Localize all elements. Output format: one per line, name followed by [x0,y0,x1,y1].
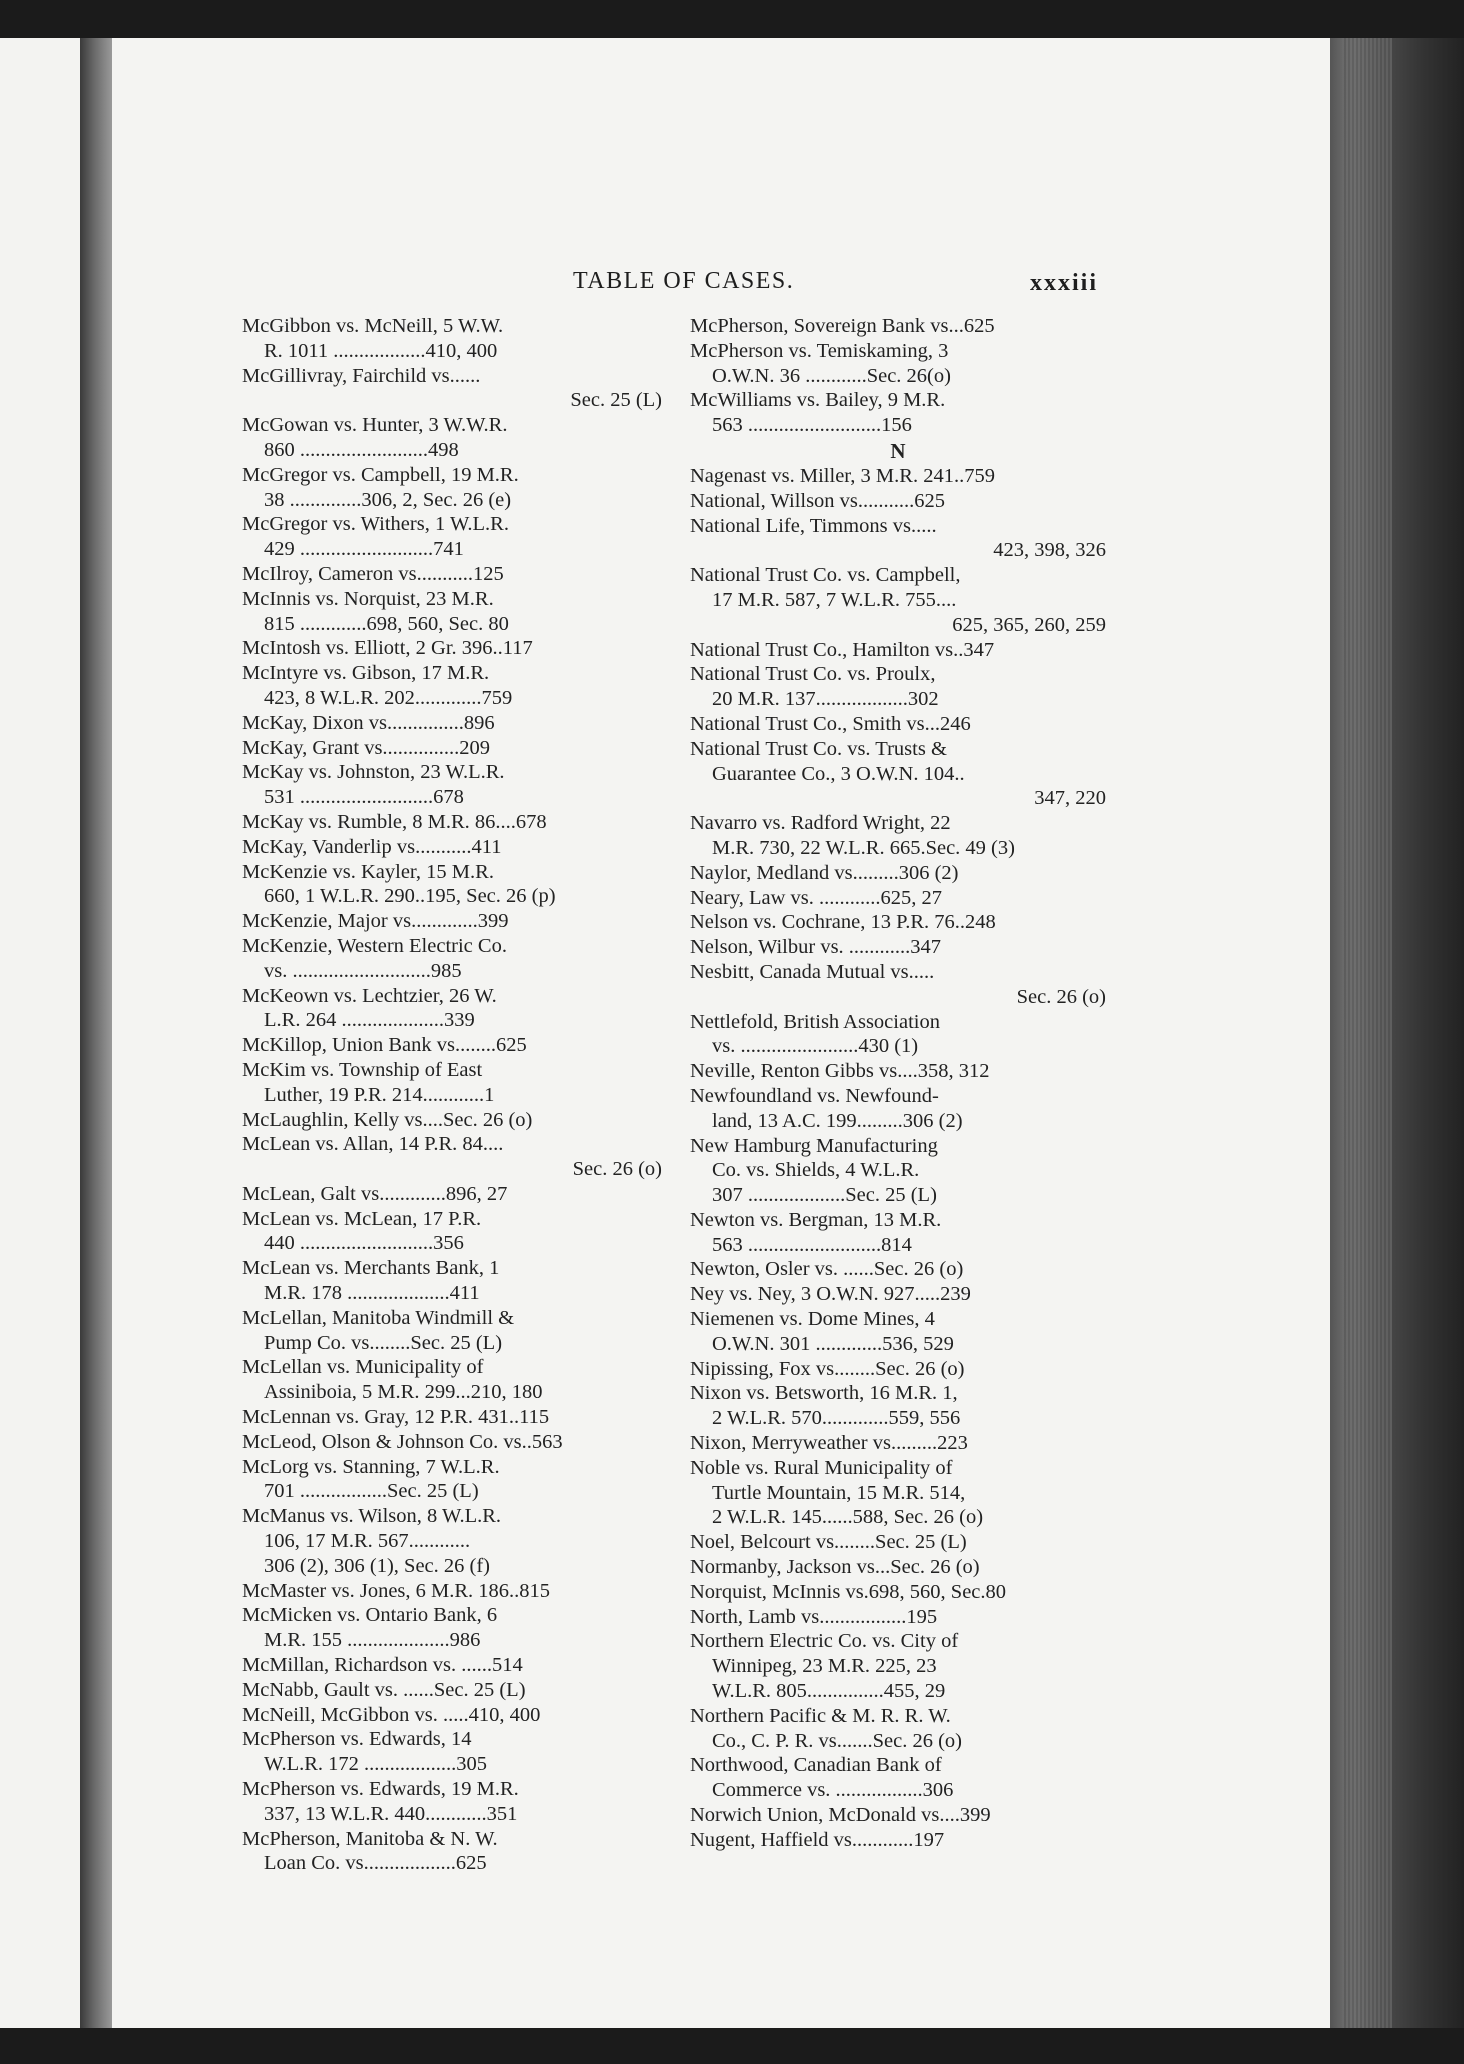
index-entry [690,662,1106,712]
entry-continuation-line: 701 .................Sec. 25 (L) [264,1480,479,1503]
index-entry [242,1306,662,1356]
section-letter: N [890,438,906,463]
index-entry [690,1257,1106,1282]
page-edges [1342,38,1392,2028]
index-entry [242,1182,662,1207]
entry-continuation-line: 2 W.L.R. 570.............559, 556 [712,1407,961,1430]
index-entry [690,960,1106,1010]
entry-line: Norwich Union, McDonald vs....399 [690,1804,991,1827]
entry-line: Nettlefold, British Association [690,1010,940,1033]
entry-continuation-line: 423, 8 W.L.R. 202.............759 [264,686,513,709]
entry-line: McKillop, Union Bank vs........625 [242,1034,527,1057]
entry-line: McLaughlin, Kelly vs....Sec. 26 (o) [242,1108,533,1131]
running-title: TABLE OF CASES. [573,268,795,294]
entry-line: McKeown vs. Lechtzier, 26 W. [242,984,497,1007]
entry-continuation-line: vs. ...........................985 [264,959,462,982]
entry-continuation-line: Commerce vs. .................306 [712,1779,954,1802]
entry-line: McPherson, Manitoba & N. W. [242,1827,498,1850]
entry-line: Neville, Renton Gibbs vs....358, 312 [690,1060,990,1083]
entry-line: Navarro vs. Radford Wright, 22 [690,812,951,835]
entry-line: National Life, Timmons vs..... [690,514,937,537]
index-entry [242,587,662,637]
index-entry [690,811,1106,861]
entry-line: Newfoundland vs. Newfound- [690,1084,939,1107]
index-entry [690,563,1106,637]
entry-line: Nixon vs. Betsworth, 16 M.R. 1, [690,1382,958,1405]
entry-line: McLean, Galt vs.............896, 27 [242,1182,508,1205]
entry-line: McGillivray, Fairchild vs...... [242,364,481,387]
index-entry [242,1678,662,1703]
entry-continuation-line: 563 ..........................814 [712,1233,912,1256]
index-entry [690,1580,1106,1605]
index-entry [242,1108,662,1133]
entry-line: McKay vs. Rumble, 8 M.R. 86....678 [242,810,547,833]
entry-line: McLellan vs. Municipality of [242,1356,484,1379]
index-entry [242,661,662,711]
entry-continuation-line: 20 M.R. 137..................302 [712,688,939,711]
entry-line: Nelson, Wilbur vs. ............347 [690,936,942,959]
entry-continuation-line: Luther, 19 P.R. 214............1 [264,1083,495,1106]
entry-continuation-line: Sec. 25 (L) [570,389,662,412]
index-entry [242,314,662,364]
index-entry [242,909,662,934]
index-entry [690,712,1106,737]
index-entry [690,1629,1106,1703]
index-entry [690,737,1106,811]
page-number: xxxiii [1030,270,1099,296]
entry-line: National, Willson vs...........625 [690,489,946,512]
index-entry [690,314,1106,339]
entry-line: Nixon, Merryweather vs.........223 [690,1432,968,1455]
index-entry [242,1058,662,1108]
entry-line: McWilliams vs. Bailey, 9 M.R. [690,389,946,412]
entry-continuation-line: Winnipeg, 23 M.R. 225, 23 [712,1655,937,1678]
left-column [242,314,662,1876]
index-entry [690,1357,1106,1382]
entry-continuation-line: Assiniboia, 5 M.R. 299...210, 180 [264,1381,543,1404]
index-entry [690,489,1106,514]
entry-line: McPherson vs. Edwards, 19 M.R. [242,1778,519,1801]
entry-line: Northern Electric Co. vs. City of [690,1630,959,1653]
index-entry [242,1603,662,1653]
index-entry [690,910,1106,935]
right-column-n-entries [690,464,1106,1853]
index-entry [690,1456,1106,1530]
entry-line: McLean vs. Merchants Bank, 1 [242,1257,500,1280]
entry-continuation-line: M.R. 155 ....................986 [264,1629,481,1652]
entry-continuation-line: 307 ...................Sec. 25 (L) [712,1184,937,1207]
entry-line: Neary, Law vs. ............625, 27 [690,886,943,909]
entry-continuation-line: Co., C. P. R. vs.......Sec. 26 (o) [712,1729,963,1752]
index-entry [242,1455,662,1505]
entry-line: Northwood, Canadian Bank of [690,1754,942,1777]
index-entry [242,1504,662,1578]
entry-line: McKenzie vs. Kayler, 15 M.R. [242,860,494,883]
entry-continuation-line: 337, 13 W.L.R. 440............351 [264,1802,518,1825]
entry-line: Nipissing, Fox vs........Sec. 26 (o) [690,1357,965,1380]
index-entry [242,512,662,562]
entry-line: Northern Pacific & M. R. R. W. [690,1704,951,1727]
index-entry [690,1431,1106,1456]
index-entry [242,1033,662,1058]
entry-line: Noble vs. Rural Municipality of [690,1456,953,1479]
entry-continuation-line: Guarantee Co., 3 O.W.N. 104.. [712,762,965,785]
entry-line: Norquist, McInnis vs.698, 560, Sec.80 [690,1580,1007,1603]
entry-continuation-line: 106, 17 M.R. 567............ [264,1530,471,1553]
entry-line: McKay, Vanderlip vs...........411 [242,835,502,858]
entry-continuation-line: 440 ..........................356 [264,1232,464,1255]
index-entry [690,1307,1106,1357]
entry-line: Nagenast vs. Miller, 3 M.R. 241..759 [690,464,995,487]
entry-line: McManus vs. Wilson, 8 W.L.R. [242,1505,502,1528]
index-entry [242,1430,662,1455]
entry-line: McLean vs. Allan, 14 P.R. 84.... [242,1133,504,1156]
entry-line: New Hamburg Manufacturing [690,1134,938,1157]
entry-continuation-line: 429 ..........................741 [264,538,464,561]
entry-line: McPherson vs. Edwards, 14 [242,1728,472,1751]
entry-line: Nesbitt, Canada Mutual vs..... [690,960,935,983]
entry-line: National Trust Co., Smith vs...246 [690,712,971,735]
index-entry [690,1134,1106,1208]
index-entry [242,562,662,587]
entry-line: McIntosh vs. Elliott, 2 Gr. 396..117 [242,637,533,660]
entry-continuation-line: 306 (2), 306 (1), Sec. 26 (f) [264,1554,491,1577]
entry-line: McKay vs. Johnston, 23 W.L.R. [242,761,505,784]
entry-line: Ney vs. Ney, 3 O.W.N. 927.....239 [690,1283,971,1306]
index-entry [242,1703,662,1728]
index-entry [242,636,662,661]
index-entry [242,1827,662,1877]
facing-page-edge [0,38,80,2028]
index-entry [690,1381,1106,1431]
index-entry [242,364,662,414]
entry-line: McGregor vs. Campbell, 19 M.R. [242,463,519,486]
entry-line: McLean vs. McLean, 17 P.R. [242,1207,482,1230]
entry-line: McNeill, McGibbon vs. .....410, 400 [242,1703,541,1726]
index-entry [690,1753,1106,1803]
entry-continuation-line: vs. .......................430 (1) [712,1035,919,1058]
index-entry [242,1405,662,1430]
entry-continuation-line: W.L.R. 805...............455, 29 [712,1680,946,1703]
entry-line: McKenzie, Western Electric Co. [242,934,507,957]
index-entry [690,1555,1106,1580]
index-entry [690,886,1106,911]
entry-continuation-line: Sec. 26 (o) [1016,985,1106,1008]
index-entry [690,1530,1106,1555]
index-entry [242,984,662,1034]
entry-line: McLellan, Manitoba Windmill & [242,1306,515,1329]
entry-line: McLeod, Olson & Johnson Co. vs..563 [242,1430,563,1453]
index-entry [690,1282,1106,1307]
entry-line: Newton, Osler vs. ......Sec. 26 (o) [690,1258,964,1281]
entry-line: National Trust Co. vs. Trusts & [690,737,947,760]
entry-line: McKay, Grant vs...............209 [242,736,491,759]
entry-line: Noel, Belcourt vs........Sec. 25 (L) [690,1531,967,1554]
index-entry [690,1059,1106,1084]
entry-continuation-line: O.W.N. 36 ............Sec. 26(o) [712,364,951,387]
entry-line: National Trust Co. vs. Campbell, [690,564,961,587]
index-entry [242,1355,662,1405]
index-entry [690,1010,1106,1060]
index-entry [690,638,1106,663]
entry-line: Normanby, Jackson vs...Sec. 26 (o) [690,1556,980,1579]
entry-line: Newton vs. Bergman, 13 M.R. [690,1208,942,1231]
entry-line: McMaster vs. Jones, 6 M.R. 186..815 [242,1579,551,1602]
index-entry [690,1803,1106,1828]
index-entry [242,711,662,736]
index-entry [690,1605,1106,1630]
index-entry [242,860,662,910]
entry-continuation-line: 625, 365, 260, 259 [952,613,1106,636]
entry-continuation-line: M.R. 730, 22 W.L.R. 665.Sec. 49 (3) [712,836,1015,859]
index-entry [690,935,1106,960]
entry-line: McLennan vs. Gray, 12 P.R. 431..115 [242,1406,550,1429]
entry-line: McGowan vs. Hunter, 3 W.W.R. [242,414,508,437]
index-entry [690,339,1106,389]
index-entry [242,934,662,984]
index-entry [242,1207,662,1257]
entry-continuation-line: Turtle Mountain, 15 M.R. 514, [712,1481,966,1504]
entry-line: McGregor vs. Withers, 1 W.L.R. [242,513,509,536]
index-entry [242,1256,662,1306]
index-entry [242,835,662,860]
index-entry [690,1208,1106,1258]
entry-continuation-line: Co. vs. Shields, 4 W.L.R. [712,1159,920,1182]
entry-line: National Trust Co., Hamilton vs..347 [690,638,995,661]
entry-line: McInnis vs. Norquist, 23 M.R. [242,587,494,610]
index-entry [690,1828,1106,1853]
entry-line: McIntyre vs. Gibson, 17 M.R. [242,662,490,685]
entry-line: McPherson vs. Temiskaming, 3 [690,339,949,362]
index-entry [242,810,662,835]
entry-line: McMicken vs. Ontario Bank, 6 [242,1604,498,1627]
entry-line: McIlroy, Cameron vs...........125 [242,562,504,585]
entry-line: McKenzie, Major vs.............399 [242,910,509,933]
entry-line: Nugent, Haffield vs............197 [690,1828,945,1851]
entry-continuation-line: 660, 1 W.L.R. 290..195, Sec. 26 (p) [264,885,556,908]
index-entry [690,514,1106,564]
entry-continuation-line: 17 M.R. 587, 7 W.L.R. 755.... [712,588,957,611]
index-entry [690,1084,1106,1134]
index-entry [242,1579,662,1604]
index-entry [242,1132,662,1182]
entry-line: McKim vs. Township of East [242,1058,483,1081]
entry-continuation-line: land, 13 A.C. 199.........306 (2) [712,1109,963,1132]
index-entry [242,413,662,463]
index-entry [690,1704,1106,1754]
entry-continuation-line: Loan Co. vs..................625 [264,1852,487,1875]
entry-continuation-line: O.W.N. 301 .............536, 529 [712,1332,954,1355]
entry-line: McPherson, Sovereign Bank vs...625 [690,315,995,337]
entry-continuation-line: 423, 398, 326 [993,539,1106,562]
entry-line: Nelson vs. Cochrane, 13 P.R. 76..248 [690,911,996,934]
entry-continuation-line: 347, 220 [1034,787,1106,810]
entry-line: McNabb, Gault vs. ......Sec. 25 (L) [242,1678,526,1701]
index-entry [242,463,662,513]
index-entry [242,760,662,810]
entry-continuation-line: 815 .............698, 560, Sec. 80 [264,612,509,635]
entry-continuation-line: Pump Co. vs........Sec. 25 (L) [264,1331,503,1354]
entry-continuation-line: 38 ..............306, 2, Sec. 26 (e) [264,488,512,511]
entry-line: North, Lamb vs.................195 [690,1605,938,1628]
entry-continuation-line: 563 ..........................156 [712,414,912,437]
entry-continuation-line: Sec. 26 (o) [572,1158,662,1181]
entry-line: Niemenen vs. Dome Mines, 4 [690,1308,935,1331]
index-entry [690,464,1106,489]
entry-continuation-line: W.L.R. 172 ..................305 [264,1753,488,1776]
index-entry [690,388,1106,438]
entry-continuation-line: 860 .........................498 [264,438,459,461]
index-entry [690,861,1106,886]
entry-line: McKay, Dixon vs...............896 [242,711,495,734]
entry-continuation-line: 2 W.L.R. 145......588, Sec. 26 (o) [712,1506,984,1529]
right-column-m-entries [690,314,1106,438]
entry-line: Naylor, Medland vs.........306 (2) [690,861,959,884]
right-column [690,314,1106,1853]
index-entry [242,1777,662,1827]
index-entry [242,1727,662,1777]
entry-continuation-line: L.R. 264 ....................339 [264,1009,475,1032]
index-entry [242,1653,662,1678]
entry-line: McGibbon vs. McNeill, 5 W.W. [242,315,504,337]
entry-line: McMillan, Richardson vs. ......514 [242,1654,523,1677]
entry-continuation-line: R. 1011 ..................410, 400 [264,339,498,362]
entry-continuation-line: 531 ..........................678 [264,786,464,809]
entry-line: National Trust Co. vs. Proulx, [690,663,936,686]
entry-line: McLorg vs. Stanning, 7 W.L.R. [242,1455,500,1478]
entry-continuation-line: M.R. 178 ....................411 [264,1282,480,1305]
book-gutter [80,38,112,2028]
index-entry [242,736,662,761]
